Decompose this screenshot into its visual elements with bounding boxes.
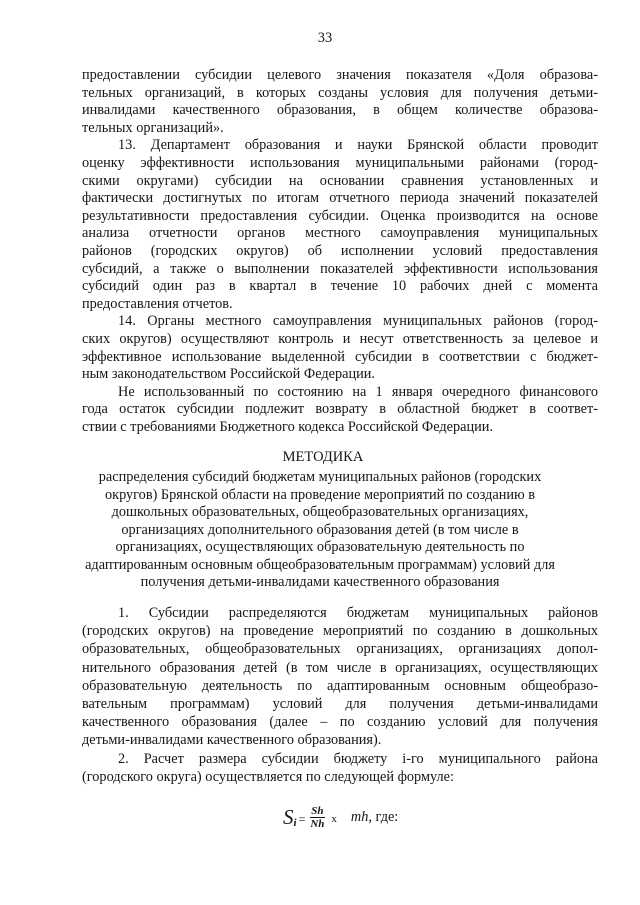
- methodology-title: МЕТОДИКА: [282, 449, 364, 465]
- paragraph-1: [82, 604, 598, 750]
- formula-numerator: Sh: [311, 804, 324, 817]
- formula-mh: mh: [350, 808, 369, 825]
- text-line: анализа отчетности органов местного самоуправления муниципальных: [82, 225, 598, 242]
- formula-equals: =: [298, 811, 306, 826]
- text-line: субсидий один раз в квартал в течение 10 рабочих дней с момента: [82, 278, 598, 295]
- subtitle-line: получения детьми-инвалидами качественного образования: [140, 574, 500, 590]
- subtitle-line: организациях дополнительного образования детей (в том числе в: [121, 521, 519, 538]
- text-line: 1. Субсидии распределяются бюджетам муниципальных районов: [118, 605, 598, 621]
- text-line: результативности предоставления субсидии. Оценка производится на основе: [82, 207, 598, 224]
- text-line: детьми-инвалидами качественного образования).: [82, 732, 382, 749]
- subtitle-line: дошкольных образовательных, общеобразовательных организациях,: [111, 504, 529, 520]
- text-line: предоставления отчетов.: [82, 295, 233, 312]
- page-number: 33: [317, 30, 333, 46]
- formula-tail: , где:: [368, 808, 399, 825]
- text-line: ным законодательством Российской Федерации.: [82, 366, 375, 383]
- formula-symbol-s: S: [283, 805, 294, 829]
- body-text-top: [82, 67, 598, 436]
- subtitle-line: распределения субсидий бюджетам муниципальных районов (городских: [98, 469, 542, 485]
- methodology-subtitle: [60, 469, 580, 592]
- paragraph-14: [82, 313, 598, 383]
- formula-denominator: Nh: [310, 817, 325, 830]
- subtitle-line: адаптированным основным общеобразовательным программам) условий для: [85, 556, 555, 573]
- text-line: фактически достигнутых по итогам отчетного периода значений показателей: [82, 190, 598, 207]
- text-line: инвалидами качественного образования, в общем количестве образова-: [82, 102, 598, 119]
- text-line: 13. Департамент образования и науки Брянской области проводит: [118, 137, 598, 154]
- text-line: ских округов) осуществляют контроль и несут ответственность за целевое и: [82, 330, 598, 347]
- text-line: районов (городских округов) об исполнении условий предоставления: [82, 242, 598, 259]
- text-line: (городского округа) осуществляется по следующей формуле:: [82, 768, 454, 785]
- formula-fraction: [309, 805, 325, 830]
- text-line: предоставлении субсидии целевого значения показателя «Доля образова-: [82, 67, 598, 83]
- paragraph-2: [82, 750, 598, 786]
- body-text-methodology: [82, 604, 598, 786]
- text-line: вательным программам) условий для получения детьми-инвалидами: [82, 695, 598, 712]
- text-line: года остаток субсидии подлежит возврату в областной бюджет в соответ-: [82, 401, 598, 418]
- subtitle-line: округов) Брянской области на проведение мероприятий по созданию в: [104, 486, 536, 503]
- paragraph-unused-balance: [82, 384, 598, 437]
- text-line: образовательных, общеобразовательных организациях, организациях допол-: [82, 641, 598, 658]
- text-line: 2. Расчет размера субсидии бюджету i-го муниципального района: [118, 750, 598, 767]
- text-line: тельных организаций».: [82, 119, 224, 136]
- text-line: оценку эффективности использования муниципальными районами (город-: [82, 154, 598, 171]
- subtitle-line: организациях, осуществляющих образовательную деятельность по: [115, 539, 525, 555]
- text-line: образовательную деятельность по адаптированным основным общеобразо-: [82, 677, 598, 694]
- text-line: скими округами) субсидии на основании сравнения установленных и: [82, 172, 598, 189]
- text-line: эффективное использование выделенной субсидии в соответствии с бюджет-: [82, 348, 598, 365]
- subsidy-formula: [283, 800, 398, 834]
- formula-multiply: x: [331, 813, 337, 825]
- text-line: 14. Органы местного самоуправления муниципальных районов (город-: [118, 313, 598, 330]
- text-line: Не использованный по состоянию на 1 января очередного финансового: [118, 383, 598, 400]
- formula-subscript-i: i: [293, 817, 297, 829]
- text-line: (городских округов) на проведение мероприятий по созданию в дошкольных: [82, 623, 598, 640]
- text-line: тельных организаций, в которых созданы условия для получения детьми-: [82, 84, 598, 101]
- text-line: субсидий, а также о выполнении показателей эффективности использования: [82, 260, 598, 277]
- text-line: качественного образования (далее – по созданию условий для получения: [82, 714, 598, 731]
- paragraph-13: [82, 137, 598, 313]
- text-line: нительного образования детей (в том числе в организациях, осуществляющих: [82, 659, 598, 676]
- paragraph-continuation: [82, 67, 598, 137]
- text-line: ствии с требованиями Бюджетного кодекса Российской Федерации.: [82, 418, 494, 435]
